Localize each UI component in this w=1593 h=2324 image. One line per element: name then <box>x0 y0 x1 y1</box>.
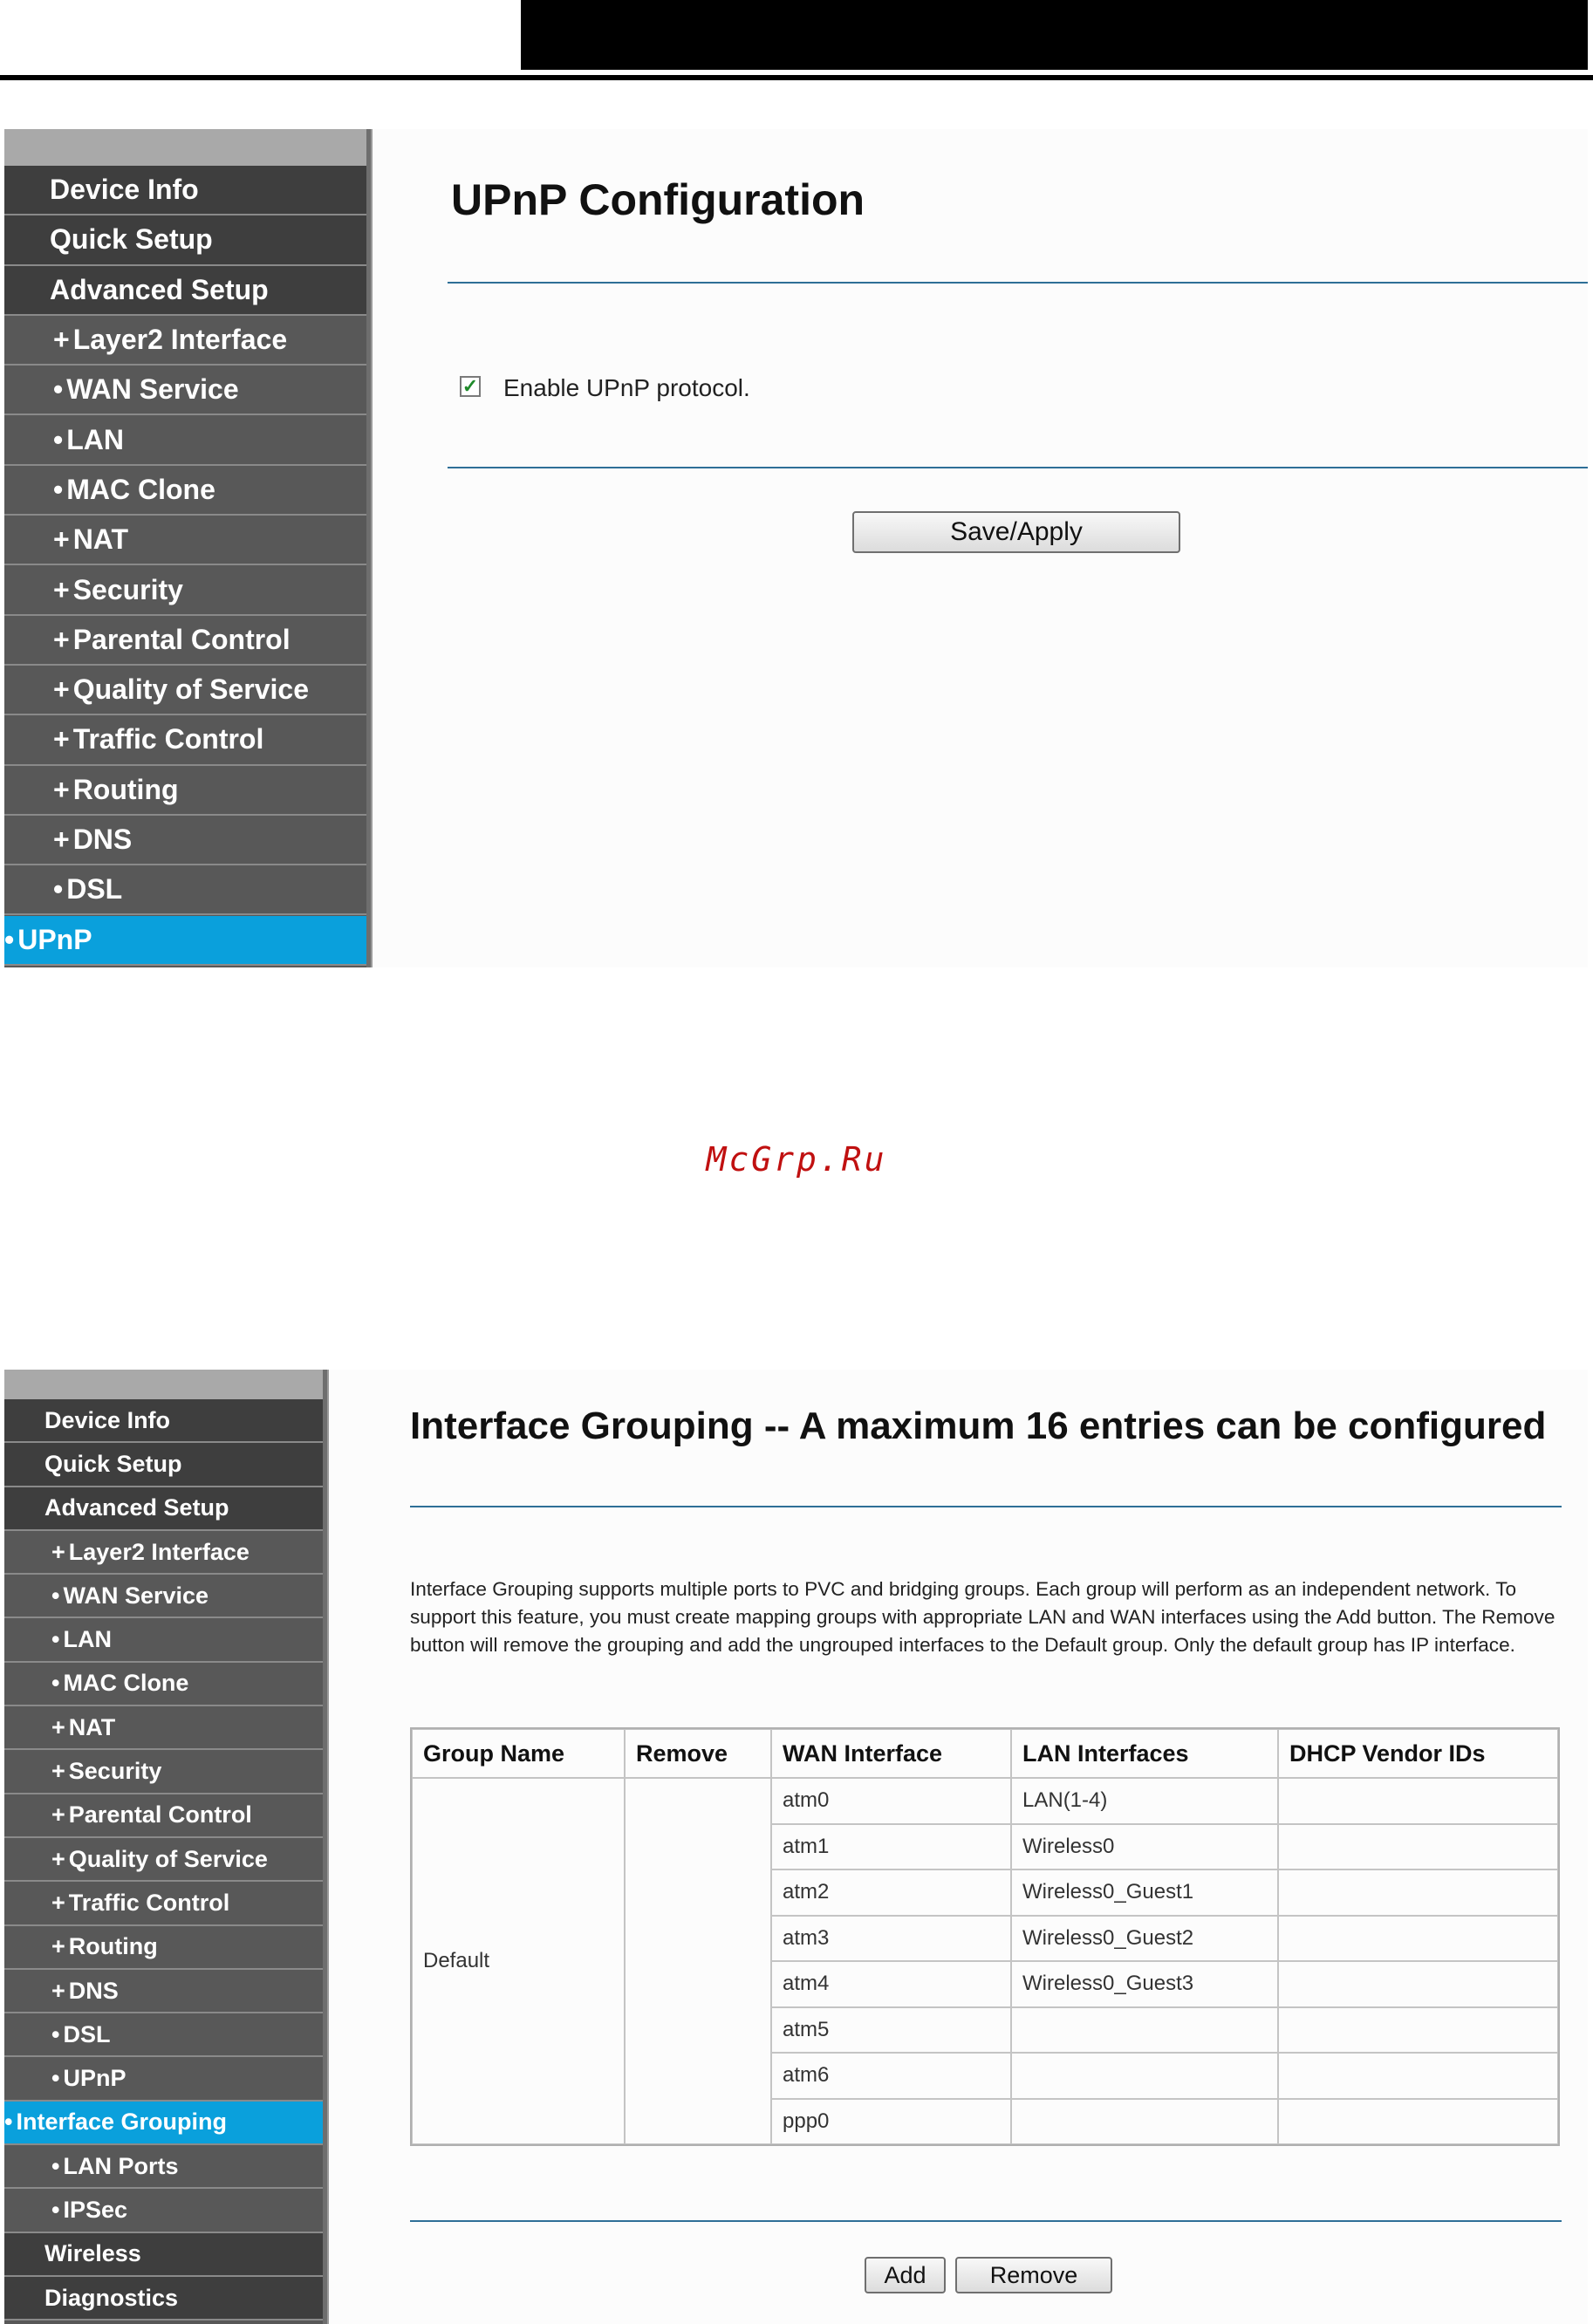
plus-icon: + <box>53 773 70 805</box>
column-header: Remove <box>625 1729 771 1778</box>
bullet-icon: • <box>4 2109 13 2136</box>
page-title: Interface Grouping -- A maximum 16 entries can be configured <box>410 1405 1547 1447</box>
table-body <box>412 1778 1558 2144</box>
lan-interfaces-cell <box>1011 2099 1278 2145</box>
sidebar-item-advanced-setup[interactable] <box>4 1487 323 1531</box>
sidebar-item-upnp[interactable] <box>4 916 366 966</box>
sidebar-item-mac-clone[interactable] <box>4 1663 323 1706</box>
dhcp-vendor-id-cell <box>1278 1824 1558 1870</box>
sidebar-item-layer2-interface[interactable] <box>4 1531 323 1575</box>
sidebar-item-label: DSL <box>63 2020 111 2047</box>
sidebar-item-routing[interactable] <box>4 1926 323 1970</box>
bullet-icon: • <box>51 1582 60 1609</box>
sidebar-item-label: Routing <box>68 1933 158 1960</box>
content-area <box>327 1370 1588 2324</box>
column-header: WAN Interface <box>771 1729 1011 1778</box>
add-button[interactable]: Add <box>865 2257 946 2293</box>
wan-interface-cell: atm1 <box>771 1824 1011 1870</box>
lan-interfaces-cell: Wireless0_Guest2 <box>1011 1916 1278 1962</box>
sidebar-item-dsl[interactable] <box>4 2013 323 2057</box>
sidebar-item-security[interactable] <box>4 1750 323 1794</box>
sidebar-item-label: Device Info <box>50 174 199 206</box>
sidebar-nav <box>4 129 371 967</box>
sidebar-item-lan-ports[interactable] <box>4 2145 323 2189</box>
dhcp-vendor-id-cell <box>1278 1961 1558 2007</box>
sidebar-item-label: Security <box>72 573 183 605</box>
lan-interfaces-cell: LAN(1-4) <box>1011 1778 1278 1824</box>
wan-interface-cell: atm2 <box>771 1869 1011 1916</box>
plus-icon: + <box>51 1758 65 1785</box>
plus-icon: + <box>51 1977 65 2004</box>
sidebar-item-parental-control[interactable] <box>4 616 366 666</box>
sidebar-item-device-info[interactable] <box>4 166 366 215</box>
sidebar-item-label: UPnP <box>63 2065 126 2092</box>
sidebar-item-label: Quality of Service <box>72 673 310 706</box>
column-header: DHCP Vendor IDs <box>1278 1729 1558 1778</box>
sidebar-item-label: Layer2 Interface <box>68 1538 250 1565</box>
plus-icon: + <box>53 523 70 556</box>
header-black-bar <box>521 0 1588 70</box>
bullet-icon: • <box>4 923 15 955</box>
sidebar-item-ipsec[interactable] <box>4 2189 323 2232</box>
bullet-icon: • <box>51 2065 60 2092</box>
dhcp-vendor-id-cell <box>1278 2007 1558 2054</box>
plus-icon: + <box>51 1933 65 1960</box>
sidebar-item-label: WAN Service <box>66 373 239 406</box>
sidebar-item-security[interactable] <box>4 565 366 615</box>
sidebar-item-label: LAN <box>66 423 124 455</box>
sidebar-item-label: LAN <box>63 1626 112 1653</box>
header-rule <box>0 75 1593 80</box>
sidebar-item-label: DNS <box>68 1977 119 2004</box>
sidebar-item-label: UPnP <box>17 923 92 955</box>
sidebar-item-quality-of-service[interactable] <box>4 666 366 715</box>
sidebar-top-strip <box>4 129 366 166</box>
bullet-icon: • <box>53 473 64 505</box>
dhcp-vendor-id-cell <box>1278 1916 1558 1962</box>
remove-cell <box>625 1778 771 2144</box>
sidebar-item-label: Parental Control <box>72 623 291 655</box>
sidebar-item-diagnostics[interactable] <box>4 2277 323 2321</box>
sidebar-item-label: LAN Ports <box>63 2152 179 2179</box>
sidebar-item-dns[interactable] <box>4 1970 323 2013</box>
divider-top <box>410 1506 1562 1507</box>
sidebar-item-nat[interactable] <box>4 1706 323 1750</box>
sidebar-item-label: DNS <box>72 824 133 856</box>
save-apply-button[interactable]: Save/Apply <box>852 511 1180 553</box>
sidebar-item-label: NAT <box>68 1713 116 1740</box>
plus-icon: + <box>53 324 70 356</box>
sidebar-item-wireless[interactable] <box>4 2233 323 2277</box>
plus-icon: + <box>53 623 70 655</box>
grouping-table <box>410 1727 1560 2146</box>
sidebar-item-label: Traffic Control <box>72 723 264 755</box>
lan-interfaces-cell: Wireless0_Guest1 <box>1011 1869 1278 1916</box>
sidebar-item-advanced-setup[interactable] <box>4 266 366 316</box>
sidebar-item-label: Layer2 Interface <box>72 324 288 356</box>
sidebar-item-interface-grouping[interactable] <box>4 2102 323 2145</box>
sidebar-item-label: NAT <box>72 523 129 556</box>
divider-top <box>448 282 1588 284</box>
wan-interface-cell: ppp0 <box>771 2099 1011 2145</box>
sidebar-item-lan[interactable] <box>4 416 366 466</box>
plus-icon: + <box>51 1801 65 1828</box>
watermark: McGrp.Ru <box>706 1140 887 1179</box>
table-header-row <box>412 1729 1558 1778</box>
bullet-icon: • <box>51 1626 60 1653</box>
enable-upnp-checkbox[interactable] <box>460 376 481 397</box>
enable-upnp-label: Enable UPnP protocol. <box>503 374 750 401</box>
bullet-icon: • <box>53 373 64 406</box>
sidebar-item-label: Parental Control <box>68 1801 252 1828</box>
bullet-icon: • <box>51 2152 60 2179</box>
dhcp-vendor-id-cell <box>1278 2053 1558 2099</box>
wan-interface-cell: atm0 <box>771 1778 1011 1824</box>
table-row <box>412 1778 1558 1824</box>
sidebar-item-label: Quick Setup <box>44 1450 182 1477</box>
lan-interfaces-cell: Wireless0_Guest3 <box>1011 1961 1278 2007</box>
sidebar-item-label: Diagnostics <box>44 2284 179 2311</box>
sidebar-item-label: MAC Clone <box>66 473 215 505</box>
plus-icon: + <box>53 723 70 755</box>
sidebar-item-label: MAC Clone <box>63 1670 189 1697</box>
dhcp-vendor-id-cell <box>1278 2099 1558 2145</box>
upnp-screenshot <box>4 129 1588 967</box>
sidebar-item-label: Interface Grouping <box>16 2109 227 2136</box>
bullet-icon: • <box>53 423 64 455</box>
checkmark-icon: ✓ <box>461 375 479 397</box>
sidebar-item-wan-service[interactable] <box>4 1575 323 1618</box>
sidebar-item-label: Routing <box>72 773 179 805</box>
sidebar-item-label: Device Info <box>44 1406 171 1433</box>
sidebar-item-label: Traffic Control <box>68 1889 230 1916</box>
sidebar-item-label: Quick Setup <box>50 223 213 256</box>
group-name-cell: Default <box>412 1778 625 2144</box>
sidebar-item-dns[interactable] <box>4 816 366 865</box>
sidebar-item-label: Advanced Setup <box>50 273 269 305</box>
column-header: LAN Interfaces <box>1011 1729 1278 1778</box>
wan-interface-cell: atm5 <box>771 2007 1011 2054</box>
sidebar-item-traffic-control[interactable] <box>4 1882 323 1925</box>
divider-bottom <box>410 2220 1562 2222</box>
plus-icon: + <box>51 1713 65 1740</box>
sidebar-item-nat[interactable] <box>4 516 366 565</box>
sidebar-item-upnp[interactable] <box>4 2058 323 2102</box>
wan-interface-cell: atm3 <box>771 1916 1011 1962</box>
plus-icon: + <box>53 573 70 605</box>
content-area <box>371 129 1588 967</box>
sidebar-item-label: Wireless <box>44 2240 141 2267</box>
plus-icon: + <box>53 824 70 856</box>
sidebar-item-parental-control[interactable] <box>4 1794 323 1838</box>
divider-bottom <box>448 467 1588 468</box>
sidebar-item-label: DSL <box>66 873 123 906</box>
sidebar-item-quick-setup[interactable] <box>4 1443 323 1487</box>
interface-grouping-screenshot <box>4 1370 1588 2324</box>
bullet-icon: • <box>53 873 64 906</box>
sidebar-item-label: Security <box>68 1758 162 1785</box>
plus-icon: + <box>51 1538 65 1565</box>
bullet-icon: • <box>51 2020 60 2047</box>
sidebar-item-traffic-control[interactable] <box>4 715 366 765</box>
plus-icon: + <box>53 673 70 706</box>
sidebar-item-quick-setup[interactable] <box>4 215 366 265</box>
bullet-icon: • <box>51 1670 60 1697</box>
remove-button[interactable]: Remove <box>955 2257 1112 2293</box>
description-text: Interface Grouping supports multiple ports to PVC and bridging groups. Each group will perform as an independent network. To support this feature, you must create mapping groups with appropriate LAN and WAN interfaces using the Add button. The Remove button will remove the grouping and add the ungrouped interfaces to the Default group. Only the default group has IP interface. <box>410 1578 1555 1656</box>
sidebar-item-mac-clone[interactable] <box>4 466 366 516</box>
sidebar-item-routing[interactable] <box>4 766 366 816</box>
sidebar-item-label: Quality of Service <box>68 1845 268 1872</box>
plus-icon: + <box>51 1889 65 1916</box>
lan-interfaces-cell: Wireless0 <box>1011 1824 1278 1870</box>
lan-interfaces-cell <box>1011 2053 1278 2099</box>
wan-interface-cell: atm4 <box>771 1961 1011 2007</box>
sidebar-item-wan-service[interactable] <box>4 366 366 415</box>
sidebar-item-layer2-interface[interactable] <box>4 316 366 366</box>
sidebar-item-lan[interactable] <box>4 1619 323 1663</box>
sidebar-item-label: IPSec <box>63 2197 128 2224</box>
sidebar-item-label: WAN Service <box>63 1582 209 1609</box>
dhcp-vendor-id-cell <box>1278 1778 1558 1824</box>
lan-interfaces-cell <box>1011 2007 1278 2054</box>
plus-icon: + <box>51 1845 65 1872</box>
sidebar-item-device-info[interactable] <box>4 1399 323 1443</box>
wan-interface-cell: atm6 <box>771 2053 1011 2099</box>
sidebar-item-quality-of-service[interactable] <box>4 1838 323 1882</box>
page-title: UPnP Configuration <box>451 175 865 224</box>
sidebar-item-label: Advanced Setup <box>44 1494 229 1521</box>
sidebar-top-strip <box>4 1370 323 1399</box>
sidebar-item-dsl[interactable] <box>4 865 366 915</box>
dhcp-vendor-id-cell <box>1278 1869 1558 1916</box>
bullet-icon: • <box>51 2197 60 2224</box>
sidebar-nav <box>4 1370 327 2324</box>
column-header: Group Name <box>412 1729 625 1778</box>
